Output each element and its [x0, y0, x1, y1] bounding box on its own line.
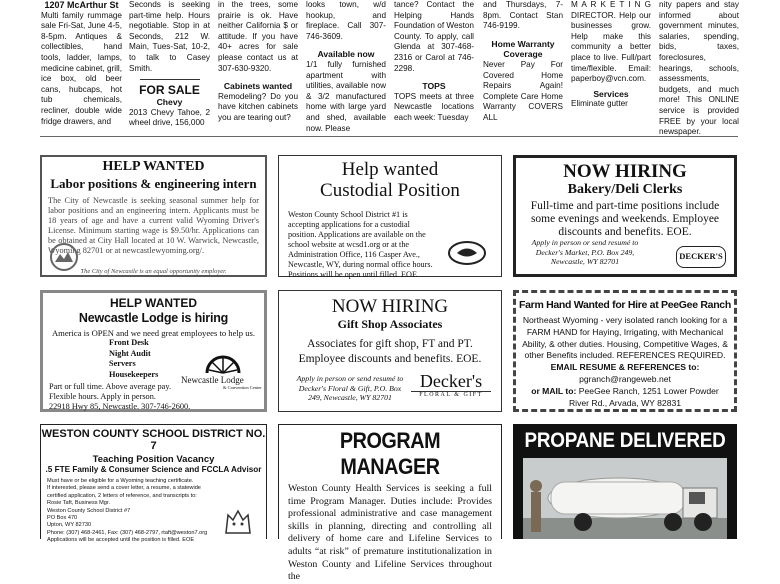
ad-title: Farm Hand Wanted for Hire at PeeGee Ranch: [519, 299, 731, 311]
wildcat-logo-icon: [222, 507, 254, 535]
mail-address: PeeGee Ranch, 1251 Lower Powder River Rd., Arvada, WY 82831: [568, 385, 719, 408]
classified-text: 1/1 fully furnished apartment with utilities, available now & 3/2 manufactured home with large yard and shed, available now. Please: [306, 59, 386, 133]
lodge-logo-subtext: & Convention Center: [223, 385, 262, 390]
lodge-logo-text: Newcastle Lodge: [181, 375, 244, 385]
ad-apply: Apply in person or send resumé to Decker's Floral & Gift, P.O. Box 249, Newcastle, WY 82701: [296, 374, 404, 402]
classified-column-2: [129, 0, 210, 128]
classified-text: 2013 Chevy Tahoe, 2 wheel drive, 156,000: [129, 107, 210, 128]
ad-labor-positions: [40, 155, 267, 277]
classified-column-7: [571, 0, 651, 120]
ad-title: NOW HIRING: [563, 161, 687, 182]
position-item: Servers: [109, 359, 136, 368]
classified-text: Never Pay For Covered Home Repairs Again! Complete Care Home Warranty COVERS ALL: [483, 59, 563, 122]
bobcat-logo-icon: [447, 240, 487, 266]
classified-text: Remodeling? Do you have kitchen cabinets you are tearing out?: [218, 91, 298, 122]
ad-title: WESTON COUNTY SCHOOL DISTRICT NO. 7: [41, 428, 266, 452]
position-item: Housekeepers: [109, 369, 159, 379]
ad-propane: [513, 424, 737, 539]
classified-text: tance? Contact the Helping Hands Foundation of Weston County. To apply, call Glenda at 307-468-2316 or Carol at 746-2298.: [394, 0, 474, 73]
deckers-floral-logo: Decker's: [419, 371, 483, 391]
classified-text: looks town, w/d hookup, and fireplace. Call 307-746-3609.: [306, 0, 386, 41]
ad-body: Full-time and part-time positions include some evenings and weekends. Employee discounts and benefits. EOE.: [530, 200, 720, 238]
ad-bakery-deli: [513, 155, 737, 277]
ad-school-district-7: [40, 424, 267, 544]
ad-subtitle: Teaching Position Vacancy: [92, 454, 215, 465]
ad-custodial: [278, 155, 502, 277]
classified-heading: Available now: [317, 49, 375, 60]
classified-column-1: [41, 0, 123, 126]
ad-address: 22918 Hwy 85, Newcastle. 307-746-2600.: [49, 402, 191, 411]
deckers-floral-logo-sub: FLORAL & GIFT: [411, 391, 491, 398]
classified-heading: Services: [593, 88, 629, 99]
email-address: pgranch@rangeweb.net: [579, 373, 671, 384]
ad-body: Part or full time. Above average pay. Flexible hours. Apply in person.: [49, 382, 172, 401]
ad-title: NOW HIRING: [331, 296, 449, 317]
detail-line: If interested, please send a cover letter, a resume, a statewide certified application, 2 letters of reference, and transcripts to:: [47, 485, 201, 499]
ad-title: Custodial Position: [320, 180, 460, 201]
ad-title: PROGRAM MANAGER: [339, 428, 441, 479]
ad-newcastle-lodge: [40, 290, 267, 412]
ad-email-line: [516, 362, 734, 386]
deckers-logo: DECKER'S: [676, 246, 726, 268]
detail-line: Weston County School District #7: [47, 507, 131, 514]
classified-column-5: [394, 0, 474, 120]
detail-line: PO Box 470: [47, 515, 78, 522]
classified-text: TOPS meets at three Newcastle locations each week: Tuesday: [394, 91, 474, 122]
email-label: EMAIL RESUME & REFERENCES to:: [550, 362, 700, 373]
ad-body: The City of Newcastle is seeking seasonal summer help for labor positions and an engineering intern. Applicants must be 18 years of age and have a current valid Wyoming Driver's License. Minimum starting wage is $9.50/hr. Applications can be obtained at City Hall located at 10 W. Warwick, Newcastle, Wyoming 82701 or at newcastlewyoming.org/.: [48, 196, 259, 255]
ad-body: Associates for gift shop, FT and PT. Employee discounts and benefits. EOE.: [298, 338, 482, 365]
classified-text: nity papers and stay informed about government minutes, salaries, spending, bids, taxes, foreclosures, hearings, schools, assessments, budgets, and much more! This ONLINE service is provided FREE by your local newspaper.: [659, 0, 739, 137]
classified-section-heading: FOR SALE: [139, 83, 200, 98]
section-divider: [40, 136, 738, 137]
classified-text: Eliminate gutter: [571, 99, 628, 109]
ad-title: PROPANE DELIVERED: [524, 429, 726, 452]
classified-column-4: [306, 0, 386, 133]
ad-subtitle: Gift Shop Associates: [337, 317, 443, 331]
ad-title: HELP WANTED: [102, 159, 205, 174]
classified-text: and Thursdays, 7-8pm. Contact Stan 746-9199.: [483, 0, 563, 31]
detail-line: Phone: (307) 468-2461, Fax: (307) 468-2797, rtaft@weston7.org: [47, 529, 208, 536]
position-item: Night Audit: [109, 348, 151, 358]
classified-heading: Cabinets wanted: [223, 81, 293, 92]
city-seal-icon: [50, 243, 78, 271]
ad-apply: Apply in person or send resumé to Decker's Market, P.O. Box 249, Newcastle, WY 82701: [531, 238, 639, 266]
classified-column-3: [218, 0, 298, 120]
ad-body: Weston County Health Services is seeking a full time Program Manager. Duties include: Provides professional administrative and case management skills in planning, directing and controlling all delivery of home care and Lifeline Services to adults “at risk” of premature institutionalization in Weston County and Lifeline Services throughout the: [288, 483, 492, 583]
ad-farm-hand: [513, 290, 737, 412]
ad-position: .5 FTE Family & Consumer Science and FCCLA Advisor: [45, 465, 262, 474]
ad-body: Weston County School District #1 is accepting applications for a custodial position. Applications are available on the school website at wcsd1.org or at the Administration Office, 116 Casper Ave., Newcastle, WY, during normal office hours. Positions will be open until filled. EOE: [288, 210, 433, 279]
ad-gift-shop: [278, 290, 502, 412]
classified-text: in the trees, some prairie is ok. Have neither California $ or attitude. If you have 40+ acres for sale please contact us at 307-630-9320.: [218, 0, 298, 73]
ad-body: Northeast Wyoming - very isolated ranch looking for a FARM HAND for Haying, Irrigating, with Mechanical Ability, & other duties. Housing, Competitive Wages, & other Benefits included. REFERENCES REQUIRED.: [522, 315, 728, 361]
ad-footer: The City of Newcastle is an equal opportunity employer.: [80, 268, 227, 275]
ad-title: Help wanted: [341, 159, 439, 180]
classified-text: M A R K E T I N G DIRECTOR. Help our businesses grow. Help make this community a better place to live. Full/part time/flexible. Email: paperboy@vcn.com.: [571, 0, 651, 84]
detail-line: Rosie Taft, Business Mgr.: [47, 500, 111, 507]
classified-heading: Home Warranty Coverage: [491, 38, 555, 60]
classified-heading: TOPS: [422, 81, 446, 92]
classified-heading: Chevy: [156, 97, 183, 108]
classified-text: Seconds is seeking part-time help. Hours negotiable. Stop in at Seconds, 212 W. Main, Tues-Sat, 10-2, to talk to Casey Smith.: [129, 0, 210, 73]
ad-intro: America is OPEN and we need great employees to help us.: [51, 328, 256, 338]
ad-subtitle: Bakery/Deli Clerks: [567, 182, 683, 197]
classified-column-6: [483, 0, 563, 120]
ad-subtitle: Newcastle Lodge is hiring: [78, 311, 229, 325]
detail-line: Must have or be eligible for a Wyoming teaching certificate.: [47, 478, 194, 484]
mail-label: or MAIL to:: [531, 385, 577, 396]
position-item: Front Desk: [109, 338, 149, 347]
ad-mail-line: [516, 386, 734, 410]
classified-column-8: [659, 0, 739, 137]
classified-text: Multi family rummage sale Fri-Sat, June 4-5, 8-5pm. Antiques & collectibles, hand tools, ladder, lamps, medicine cabinet, grill, ice box, old beer cans, hubcaps, hot tub chemicals, recliner, double wide fridge drawers, and: [41, 10, 123, 126]
propane-truck-photo: [523, 458, 727, 539]
classified-heading: 1207 McArthur St: [44, 0, 119, 10]
detail-line: Upton, WY 82730: [47, 522, 92, 529]
detail-line: Applications will be accepted until the position is filled. EOE: [47, 537, 195, 544]
ad-subtitle: Labor positions & engineering intern: [50, 176, 257, 191]
ad-program-manager: [278, 424, 502, 583]
ad-title: HELP WANTED: [109, 296, 198, 310]
